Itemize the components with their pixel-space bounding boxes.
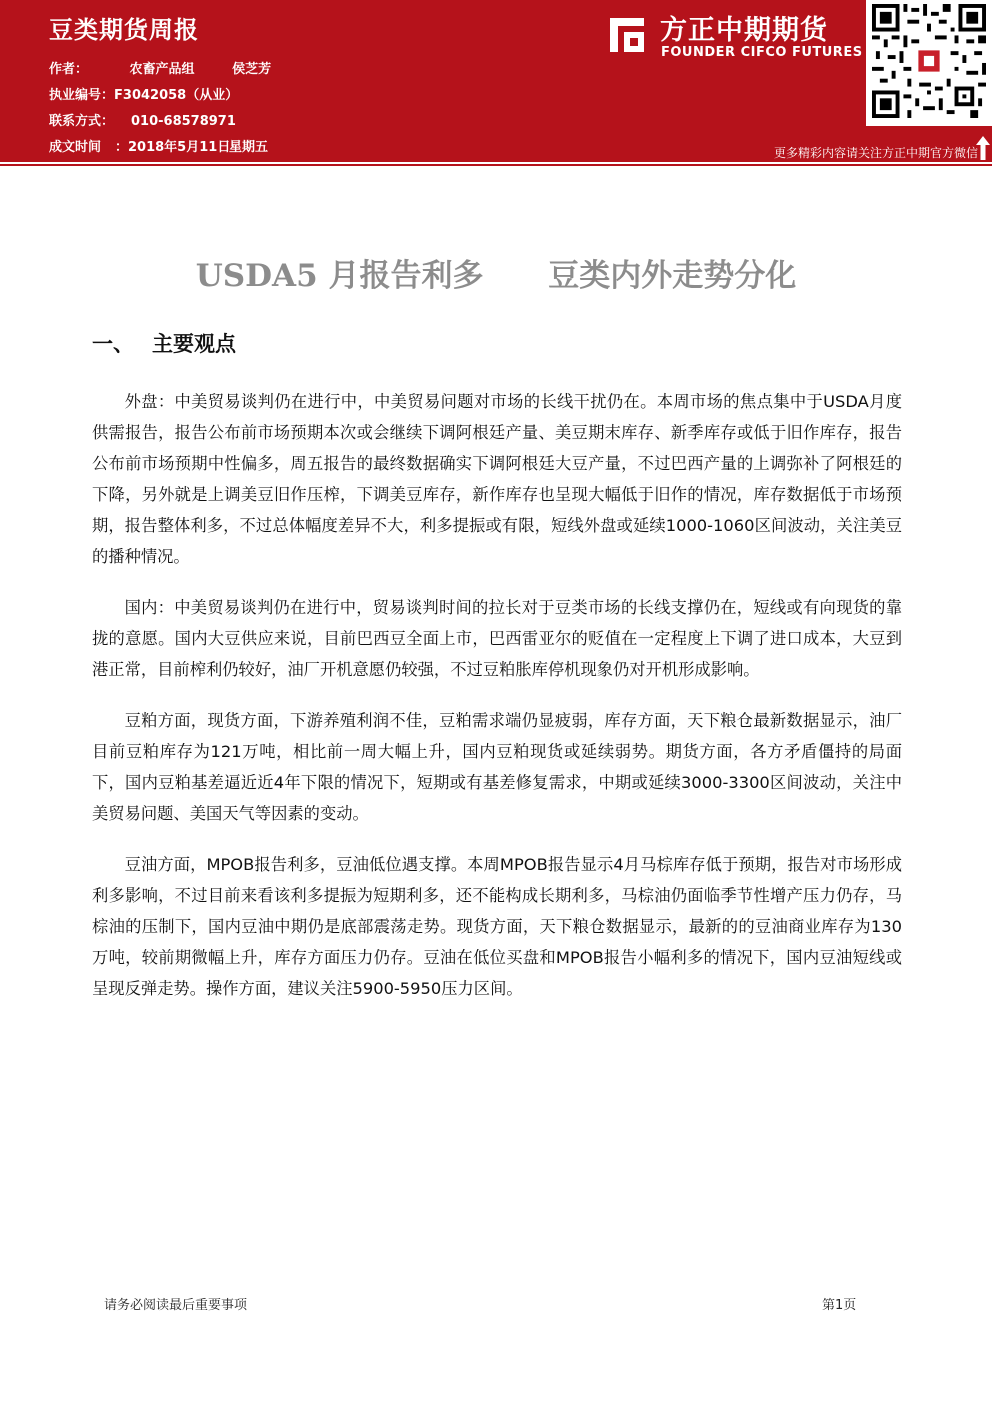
license-value: F3042058（从业） [114, 88, 239, 103]
qr-code-icon [872, 4, 986, 118]
author-name: 侯芝芳 [232, 62, 272, 77]
contact-row [49, 110, 236, 129]
contact-value: 010-68578971 [131, 114, 236, 129]
date-row [49, 136, 268, 155]
date-label: 成文时间 [49, 140, 102, 155]
section-title: 主要观点 [152, 332, 236, 356]
contact-label: 联系方式： [49, 114, 115, 129]
document-title: USDA5 月报告利多 豆类内外走势分化 [195, 258, 797, 294]
report-series-title: 豆类期货周报 [49, 16, 199, 44]
paragraph-soybean-oil: 豆油方面，MPOB报告利多，豆油低位遇支撑。本周MPOB报告显示4月马棕库存低于预期，报告对市场形成利多影响，不过目前来看该利多提振为短期利多，还不能构成长期利多，马棕油仍面临季节性增产压力仍存，马棕油的压制下，国内豆油中期仍是底部震荡走势。现货方面，天下粮仓数据显示，最新的的豆油商业库存为130万吨，较前期微幅上升，库存方面压力仍存。豆油在低位买盘和MPOB报告小幅利多的情况下，国内豆油短线或呈现反弹走势。操作方面，建议关注5900-5950压力区间。 [92, 855, 902, 998]
author-group: 农畜产品组 [129, 62, 195, 77]
company-logo [600, 8, 862, 68]
license-label: 执业编号： [49, 88, 115, 103]
section-heading [92, 328, 236, 358]
date-value: ：2018年5月11日 [115, 140, 231, 155]
paragraph-domestic-market: 国内：中美贸易谈判仍在进行中，贸易谈判时间的拉长对于豆类市场的长线支撑仍在，短线或有向现货的靠拢的意愿。国内大豆供应来说，目前巴西豆全面上市，巴西雷亚尔的贬值在一定程度上下调了进口成本，大豆到港正常，目前榨利仍较好，油厂开机意愿仍较强，不过豆粕胀库停机现象仍对开机形成影响。 [92, 598, 902, 679]
author-label: 作者： [49, 62, 89, 77]
section-number: 一、 [92, 332, 134, 356]
author-row [49, 58, 271, 77]
page-number: 第1页 [822, 1298, 857, 1313]
paragraph-soybean-meal: 豆粕方面，现货方面，下游养殖利润不佳，豆粕需求端仍显疲弱，库存方面，天下粮仓最新数据显示，油厂目前豆粕库存为121万吨，相比前一周大幅上升，国内豆粕现货或延续弱势。期货方面，各方矛盾僵持的局面下，国内豆粕基差逼近近4年下限的情况下，短期或有基差修复需求，中期或延续3000-3300区间波动，关注中美贸易问题、美国天气等因素的变动。 [92, 711, 902, 823]
follow-wechat-text: 更多精彩内容请关注方正中期官方微信 [773, 146, 978, 160]
founder-logo-icon [604, 12, 650, 58]
company-name-en: FOUNDER CIFCO FUTURES [661, 45, 863, 60]
footer-notice: 请务必阅读最后重要事项 [104, 1298, 248, 1313]
header-divider [0, 164, 992, 166]
qr-code [866, 0, 992, 126]
weekday: 星期五 [229, 140, 269, 155]
up-arrow-icon [975, 135, 991, 161]
company-name-cn: 方正中期期货 [660, 15, 828, 46]
license-row [49, 84, 238, 103]
main-content [92, 386, 902, 1024]
paragraph-overseas-market: 外盘：中美贸易谈判仍在进行中，中美贸易问题对市场的长线干扰仍在。本周市场的焦点集中于USDA月度供需报告，报告公布前市场预期本次或会继续下调阿根廷产量、美豆期末库存、新季库存或低于旧作库存，报告公布前市场预期中性偏多，周五报告的最终数据确实下调阿根廷大豆产量，不过巴西产量的上调弥补了阿根廷的下降，另外就是上调美豆旧作压榨，下调美豆库存，新作库存也呈现大幅低于旧作的情况，库存数据低于市场预期，报告整体利多，不过总体幅度差异不大，利多提振或有限，短线外盘或延续1000-1060区间波动，关注美豆的播种情况。 [92, 392, 902, 566]
header-banner [0, 0, 992, 162]
